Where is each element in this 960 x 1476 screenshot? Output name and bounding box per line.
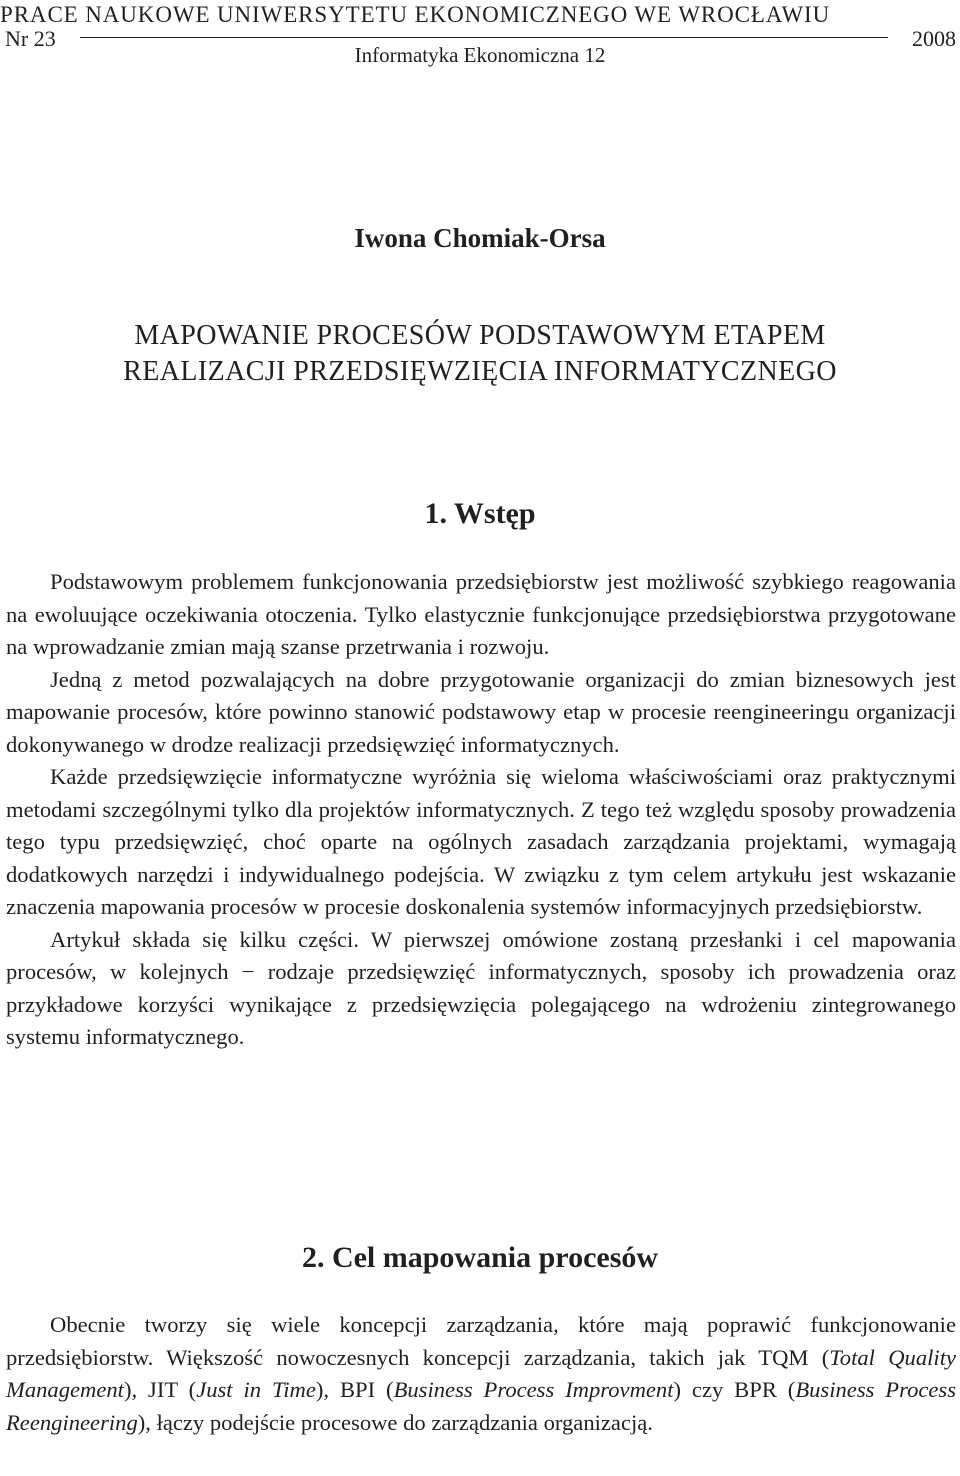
issue-year: 2008	[912, 26, 956, 51]
article-title-line-1: MAPOWANIE PROCESÓW PODSTAWOWYM ETAPEM	[134, 320, 826, 351]
article-author: Iwona Chomiak-Orsa	[354, 223, 606, 253]
section-goal-body	[6, 1309, 956, 1439]
issue-number: Nr 23	[5, 26, 56, 51]
paragraph: Artykuł składa się kilku części. W pierwszej omówione zostaną przesłanki i cel mapowania procesów, w kolejnych − rodzaje przedsięwzięć informatycznych, sposoby ich prowadzenia oraz przykładowe korzyści wynikające z przedsięwzięcia polegającego na wdrożeniu zintegrowanego systemu informatycznego.	[6, 926, 956, 1049]
paragraph: Podstawowym problemem funkcjonowania przedsiębiorstw jest możliwość szybkiego reagowania na ewoluujące oczekiwania otoczenia. Tylko elastycznie funkcjonujące przedsiębiorstwa przygotowane na wprowadzanie zmian mają szanse przetrwania i rozwoju.	[6, 569, 956, 659]
paragraph: Każde przedsięwzięcie informatyczne wyróżnia się wieloma właściwościami oraz praktycznymi metodami szczególnymi tylko dla projektów informatycznych. Z tego też względu sposoby prowadzenia tego typu przedsięwzięć, choć oparte na ogólnych zasadach zarządzania projektami, wymagają dodatkowych narzędzi i indywidualnego podejścia. W związku z tym celem artykułu jest wskazanie znaczenia mapowania procesów w procesie doskonalenia systemów informacyjnych przedsiębiorstw.	[6, 764, 956, 919]
italic-term: Business Process Reengineering	[6, 1377, 957, 1435]
article-title-line-2: REALIZACJI PRZEDSIĘWZIĘCIA INFORMATYCZNEGO	[123, 356, 837, 387]
paragraph: Obecnie tworzy się wiele koncepcji zarządzania, które mają poprawić funkcjonowanie przedsiębiorstw. Większość nowoczesnych koncepcji zarządzania, takich jak TQM (Total Quality Management), JIT (Just in Time), BPI (Business Process Improvment) czy BPR (Business Process Reengineering), łączy podejście procesowe do zarządzania organizacją.	[6, 1312, 957, 1435]
journal-series-title: PRACE NAUKOWE UNIWERSYTETU EKONOMICZNEGO WE WROCŁAWIU	[0, 2, 831, 27]
journal-subseries: Informatyka Ekonomiczna 12	[354, 43, 606, 67]
italic-term: Just in Time	[196, 1377, 316, 1402]
section-heading-intro: 1. Wstęp	[424, 497, 536, 530]
italic-term: Business Process Improvment	[393, 1377, 674, 1402]
section-intro-body	[6, 566, 956, 1054]
header-rule	[80, 37, 888, 38]
article-title	[0, 318, 960, 390]
italic-term: Total Quality Management	[6, 1344, 956, 1402]
section-heading-goal: 2. Cel mapowania procesów	[301, 1241, 659, 1274]
paragraph: Jedną z metod pozwalających na dobre przygotowanie organizacji do zmian biznesowych jest mapowanie procesów, które powinno stanowić podstawowy etap w procesie reengineeringu organizacji dokonywanego w drodze realizacji przedsięwzięć informatycznych.	[6, 666, 956, 757]
